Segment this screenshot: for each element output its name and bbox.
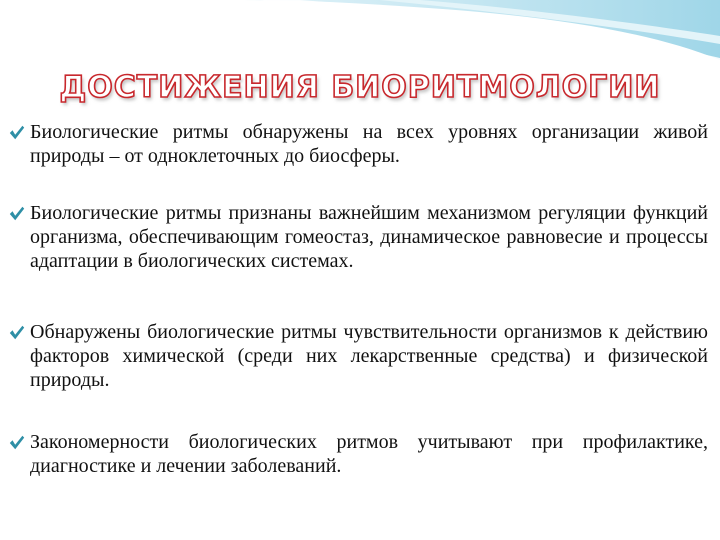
checkmark-icon [8, 324, 26, 342]
slide-title: ДОСТИЖЕНИЯ БИОРИТМОЛОГИИ [59, 70, 661, 105]
bullet-text: Биологические ритмы признаны важнейшим механизмом регуляции функций организма, обеспечивающим гомеостаз, динамическое равновесие и процессы адаптации в биологических системах. [30, 202, 708, 272]
checkmark-icon [8, 434, 26, 452]
bullet-text: Закономерности биологических ритмов учитывают при профилактике, диагностике и лечении заболеваний. [30, 431, 708, 477]
bullet-item [8, 430, 708, 478]
bullet-text: Биологические ритмы обнаружены на всех уровнях организации живой природы – от одноклеточных до биосферы. [30, 121, 708, 167]
checkmark-icon [8, 205, 26, 223]
checkmark-icon [8, 124, 26, 142]
bullet-text: Обнаружены биологические ритмы чувствительности организмов к действию факторов химической (среди них лекарственные средства) и физической природы. [30, 321, 708, 391]
bullet-item [8, 320, 708, 392]
bullet-item [8, 120, 708, 168]
bullet-item [8, 201, 708, 273]
